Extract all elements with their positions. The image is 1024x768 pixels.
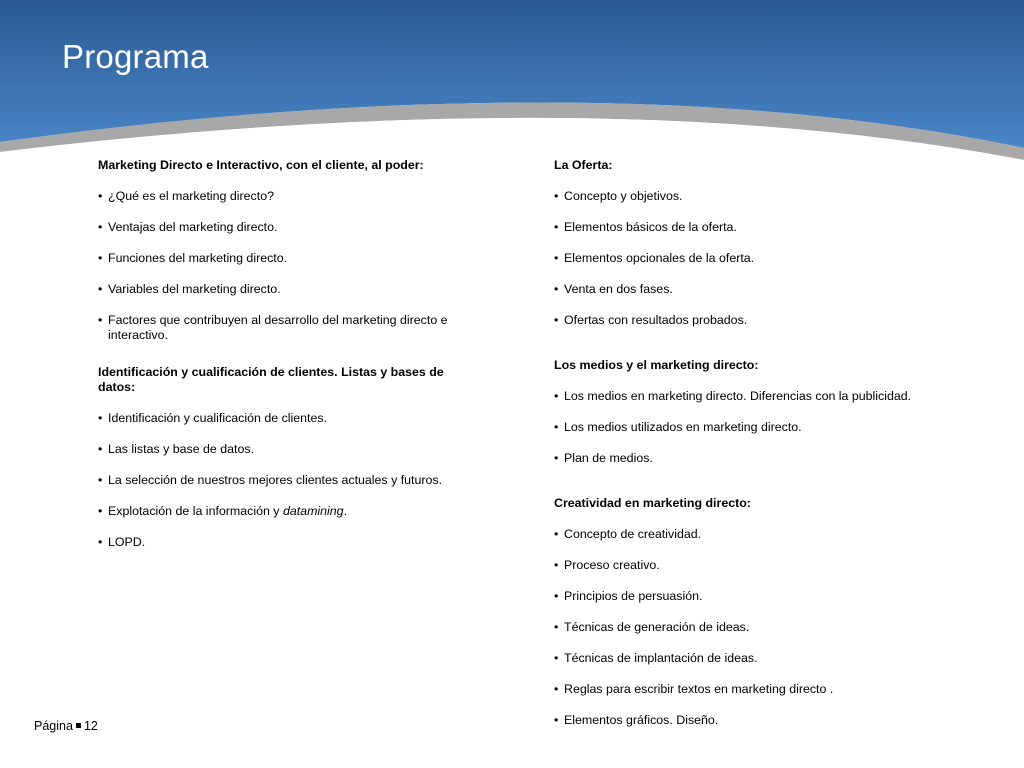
bullet-icon: • xyxy=(554,282,559,296)
list-item: • Variables del marketing directo. xyxy=(98,282,281,296)
section-heading: Marketing Directo e Interactivo, con el cliente, al poder: xyxy=(98,158,424,172)
bullet-icon: • xyxy=(554,620,559,634)
list-item: • Los medios en marketing directo. Diferencias con la publicidad. xyxy=(554,389,912,403)
bullet-icon: • xyxy=(554,389,559,403)
list-item-datamining: • Explotación de la información y datamining. xyxy=(98,504,348,518)
slide-title: Programa xyxy=(62,38,209,75)
list-item: • Elementos opcionales de la oferta. xyxy=(554,251,755,265)
section-heading: Los medios y el marketing directo: xyxy=(554,358,759,372)
section-marketing-directo xyxy=(98,158,478,343)
page-label: Página xyxy=(34,719,73,733)
list-item: • Venta en dos fases. xyxy=(554,282,673,296)
list-item: • Concepto y objetivos. xyxy=(554,189,683,203)
bullet-icon: • xyxy=(98,189,103,203)
section-heading: Creatividad en marketing directo: xyxy=(554,496,751,510)
list-item: • Los medios utilizados en marketing directo. xyxy=(554,420,802,434)
list-item: • Ofertas con resultados probados. xyxy=(554,313,748,327)
bullet-icon: • xyxy=(554,420,559,434)
bullet-icon: • xyxy=(98,313,103,327)
bullet-icon: • xyxy=(554,651,559,665)
list-item: • Las listas y base de datos. xyxy=(98,442,255,456)
right-column xyxy=(554,158,974,744)
section-identificacion xyxy=(98,365,478,550)
bullet-icon: • xyxy=(98,442,103,456)
bullet-icon: • xyxy=(98,411,103,425)
left-column xyxy=(98,158,478,566)
list-item: • Elementos básicos de la oferta. xyxy=(554,220,737,234)
bullet-icon: • xyxy=(554,589,559,603)
section-oferta xyxy=(554,158,974,328)
bullet-icon: • xyxy=(554,713,559,727)
list-item: • La selección de nuestros mejores clientes actuales y futuros. xyxy=(98,473,443,487)
list-item: • Elementos gráficos. Diseño. xyxy=(554,713,719,727)
bullet-icon: • xyxy=(98,251,103,265)
list-item: • Ventajas del marketing directo. xyxy=(98,220,278,234)
list-item: • Principios de persuasión. xyxy=(554,589,703,603)
bullet-icon: • xyxy=(98,535,103,549)
bullet-icon: • xyxy=(554,558,559,572)
bullet-icon: • xyxy=(98,282,103,296)
list-item: • Reglas para escribir textos en marketing directo . xyxy=(554,682,834,696)
header-background xyxy=(0,0,1024,170)
list-item: • Identificación y cualificación de clientes. xyxy=(98,411,328,425)
bullet-icon: • xyxy=(554,313,559,327)
section-creatividad xyxy=(554,496,974,728)
bullet-icon: • xyxy=(98,220,103,234)
list-item: • Plan de medios. xyxy=(554,451,653,465)
section-heading: La Oferta: xyxy=(554,158,613,172)
list-item: • Técnicas de generación de ideas. xyxy=(554,620,750,634)
square-bullet-icon xyxy=(76,723,81,728)
bullet-icon: • xyxy=(98,504,103,518)
list-item: • Concepto de creatividad. xyxy=(554,527,702,541)
section-heading: Identificación y cualificación de clientes. Listas y bases de datos: xyxy=(98,365,444,394)
list-item: • Proceso creativo. xyxy=(554,558,660,572)
bullet-icon: • xyxy=(554,682,559,696)
section-medios xyxy=(554,358,974,466)
bullet-icon: • xyxy=(98,473,103,487)
bullet-icon: • xyxy=(554,527,559,541)
list-item: • LOPD. xyxy=(98,535,146,549)
list-item: • Técnicas de implantación de ideas. xyxy=(554,651,758,665)
bullet-icon: • xyxy=(554,451,559,465)
page-number: 12 xyxy=(83,719,98,733)
bullet-icon: • xyxy=(554,189,559,203)
list-item: • ¿Qué es el marketing directo? xyxy=(98,189,274,203)
bullet-icon: • xyxy=(554,251,559,265)
bullet-icon: • xyxy=(554,220,559,234)
page-footer xyxy=(34,719,98,733)
list-item: • Funciones del marketing directo. xyxy=(98,251,288,265)
list-item: • Factores que contribuyen al desarrollo del marketing directo e interactivo. xyxy=(98,313,448,342)
